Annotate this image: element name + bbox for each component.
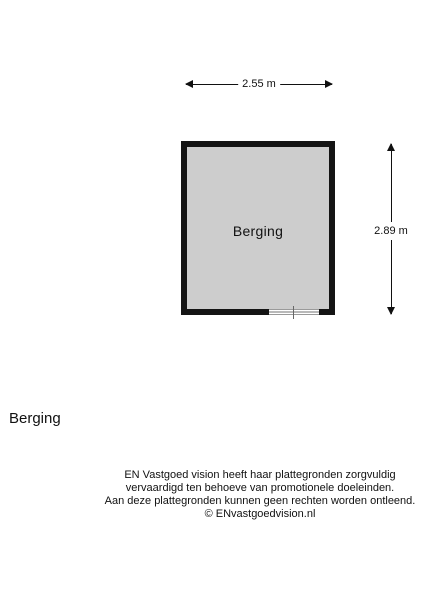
width-label: 2.55 m bbox=[238, 77, 280, 91]
room-label: Berging bbox=[232, 223, 284, 239]
door-icon bbox=[269, 309, 319, 315]
width-dimension bbox=[186, 77, 332, 91]
door-panel bbox=[269, 311, 319, 313]
height-dimension bbox=[374, 144, 408, 314]
arrow-right-icon bbox=[325, 80, 333, 88]
room-berging bbox=[181, 141, 335, 315]
door-tick bbox=[293, 306, 294, 319]
arrow-down-icon bbox=[387, 307, 395, 315]
height-label: 2.89 m bbox=[374, 222, 408, 240]
disclaimer-line-1: EN Vastgoed vision heeft haar plattegronden zorgvuldig bbox=[124, 469, 396, 481]
disclaimer-line-3: Aan deze plattegronden kunnen geen rechten worden ontleend. bbox=[104, 495, 416, 507]
disclaimer bbox=[90, 469, 430, 521]
floor-name: Berging bbox=[9, 410, 61, 427]
disclaimer-line-2: vervaardigd ten behoeve van promotionele doeleinden. bbox=[125, 482, 395, 494]
arrow-up-icon bbox=[387, 143, 395, 151]
arrow-left-icon bbox=[185, 80, 193, 88]
disclaimer-line-4: © ENvastgoedvision.nl bbox=[204, 508, 316, 520]
